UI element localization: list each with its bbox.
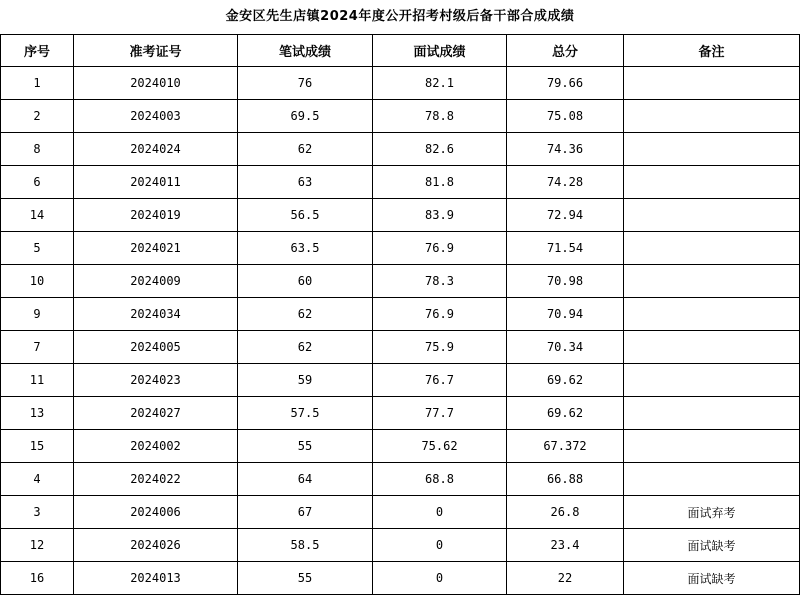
cell-written-score: 76	[238, 67, 373, 100]
cell-seq: 15	[1, 430, 74, 463]
cell-interview-score: 76.9	[373, 298, 507, 331]
cell-remark	[624, 430, 800, 463]
cell-written-score: 60	[238, 265, 373, 298]
cell-total-score: 70.94	[507, 298, 624, 331]
cell-written-score: 62	[238, 298, 373, 331]
cell-ticket-number: 2024009	[74, 265, 238, 298]
cell-interview-score: 0	[373, 562, 507, 595]
cell-remark	[624, 265, 800, 298]
cell-written-score: 69.5	[238, 100, 373, 133]
cell-interview-score: 77.7	[373, 397, 507, 430]
cell-interview-score: 75.9	[373, 331, 507, 364]
cell-seq: 4	[1, 463, 74, 496]
cell-total-score: 66.88	[507, 463, 624, 496]
cell-written-score: 63.5	[238, 232, 373, 265]
cell-total-score: 74.28	[507, 166, 624, 199]
cell-written-score: 55	[238, 430, 373, 463]
cell-ticket-number: 2024023	[74, 364, 238, 397]
cell-interview-score: 82.1	[373, 67, 507, 100]
cell-remark: 面试缺考	[624, 562, 800, 595]
cell-remark	[624, 463, 800, 496]
cell-total-score: 72.94	[507, 199, 624, 232]
cell-seq: 7	[1, 331, 74, 364]
table-row	[1, 298, 800, 331]
header-ticket-number: 准考证号	[74, 35, 238, 67]
cell-interview-score: 82.6	[373, 133, 507, 166]
table-row	[1, 67, 800, 100]
cell-seq: 10	[1, 265, 74, 298]
cell-ticket-number: 2024019	[74, 199, 238, 232]
cell-written-score: 58.5	[238, 529, 373, 562]
table-row	[1, 199, 800, 232]
cell-ticket-number: 2024013	[74, 562, 238, 595]
cell-seq: 9	[1, 298, 74, 331]
cell-written-score: 63	[238, 166, 373, 199]
table-row	[1, 562, 800, 595]
table-row	[1, 529, 800, 562]
table-row	[1, 496, 800, 529]
cell-seq: 2	[1, 100, 74, 133]
cell-ticket-number: 2024006	[74, 496, 238, 529]
cell-total-score: 71.54	[507, 232, 624, 265]
cell-total-score: 23.4	[507, 529, 624, 562]
cell-seq: 14	[1, 199, 74, 232]
cell-seq: 5	[1, 232, 74, 265]
cell-remark	[624, 100, 800, 133]
cell-remark	[624, 166, 800, 199]
cell-seq: 8	[1, 133, 74, 166]
cell-total-score: 26.8	[507, 496, 624, 529]
cell-interview-score: 78.8	[373, 100, 507, 133]
cell-written-score: 55	[238, 562, 373, 595]
header-total-score: 总分	[507, 35, 624, 67]
cell-written-score: 62	[238, 331, 373, 364]
table-row	[1, 463, 800, 496]
cell-written-score: 57.5	[238, 397, 373, 430]
cell-total-score: 70.98	[507, 265, 624, 298]
table-row	[1, 331, 800, 364]
header-interview-score: 面试成绩	[373, 35, 507, 67]
cell-ticket-number: 2024034	[74, 298, 238, 331]
page-title: 金安区先生店镇2024年度公开招考村级后备干部合成成绩	[225, 9, 575, 24]
cell-seq: 13	[1, 397, 74, 430]
cell-interview-score: 75.62	[373, 430, 507, 463]
cell-interview-score: 76.7	[373, 364, 507, 397]
cell-seq: 6	[1, 166, 74, 199]
cell-remark	[624, 232, 800, 265]
cell-interview-score: 76.9	[373, 232, 507, 265]
cell-total-score: 79.66	[507, 67, 624, 100]
table-body	[1, 67, 800, 595]
table-row	[1, 397, 800, 430]
table-row	[1, 232, 800, 265]
cell-ticket-number: 2024021	[74, 232, 238, 265]
header-written-score: 笔试成绩	[238, 35, 373, 67]
cell-total-score: 69.62	[507, 397, 624, 430]
cell-seq: 3	[1, 496, 74, 529]
cell-written-score: 67	[238, 496, 373, 529]
cell-interview-score: 81.8	[373, 166, 507, 199]
cell-remark	[624, 364, 800, 397]
cell-ticket-number: 2024022	[74, 463, 238, 496]
scores-table	[0, 34, 800, 595]
table-row	[1, 100, 800, 133]
cell-interview-score: 68.8	[373, 463, 507, 496]
cell-remark: 面试弃考	[624, 496, 800, 529]
cell-written-score: 56.5	[238, 199, 373, 232]
cell-ticket-number: 2024027	[74, 397, 238, 430]
cell-remark	[624, 199, 800, 232]
cell-interview-score: 78.3	[373, 265, 507, 298]
cell-seq: 16	[1, 562, 74, 595]
cell-seq: 1	[1, 67, 74, 100]
cell-total-score: 22	[507, 562, 624, 595]
cell-written-score: 59	[238, 364, 373, 397]
header-seq: 序号	[1, 35, 74, 67]
cell-total-score: 70.34	[507, 331, 624, 364]
cell-ticket-number: 2024011	[74, 166, 238, 199]
cell-seq: 12	[1, 529, 74, 562]
table-row	[1, 430, 800, 463]
table-row	[1, 166, 800, 199]
table-row	[1, 265, 800, 298]
cell-remark	[624, 133, 800, 166]
cell-interview-score: 0	[373, 496, 507, 529]
cell-total-score: 69.62	[507, 364, 624, 397]
cell-seq: 11	[1, 364, 74, 397]
header-remark: 备注	[624, 35, 800, 67]
cell-ticket-number: 2024005	[74, 331, 238, 364]
cell-remark	[624, 331, 800, 364]
cell-remark	[624, 298, 800, 331]
cell-written-score: 62	[238, 133, 373, 166]
cell-ticket-number: 2024024	[74, 133, 238, 166]
cell-total-score: 74.36	[507, 133, 624, 166]
cell-ticket-number: 2024002	[74, 430, 238, 463]
cell-total-score: 67.372	[507, 430, 624, 463]
cell-ticket-number: 2024010	[74, 67, 238, 100]
cell-total-score: 75.08	[507, 100, 624, 133]
cell-remark: 面试缺考	[624, 529, 800, 562]
cell-remark	[624, 397, 800, 430]
cell-interview-score: 83.9	[373, 199, 507, 232]
cell-remark	[624, 67, 800, 100]
cell-ticket-number: 2024003	[74, 100, 238, 133]
table-row	[1, 133, 800, 166]
cell-interview-score: 0	[373, 529, 507, 562]
table-header-row	[1, 35, 800, 67]
cell-written-score: 64	[238, 463, 373, 496]
cell-ticket-number: 2024026	[74, 529, 238, 562]
table-row	[1, 364, 800, 397]
